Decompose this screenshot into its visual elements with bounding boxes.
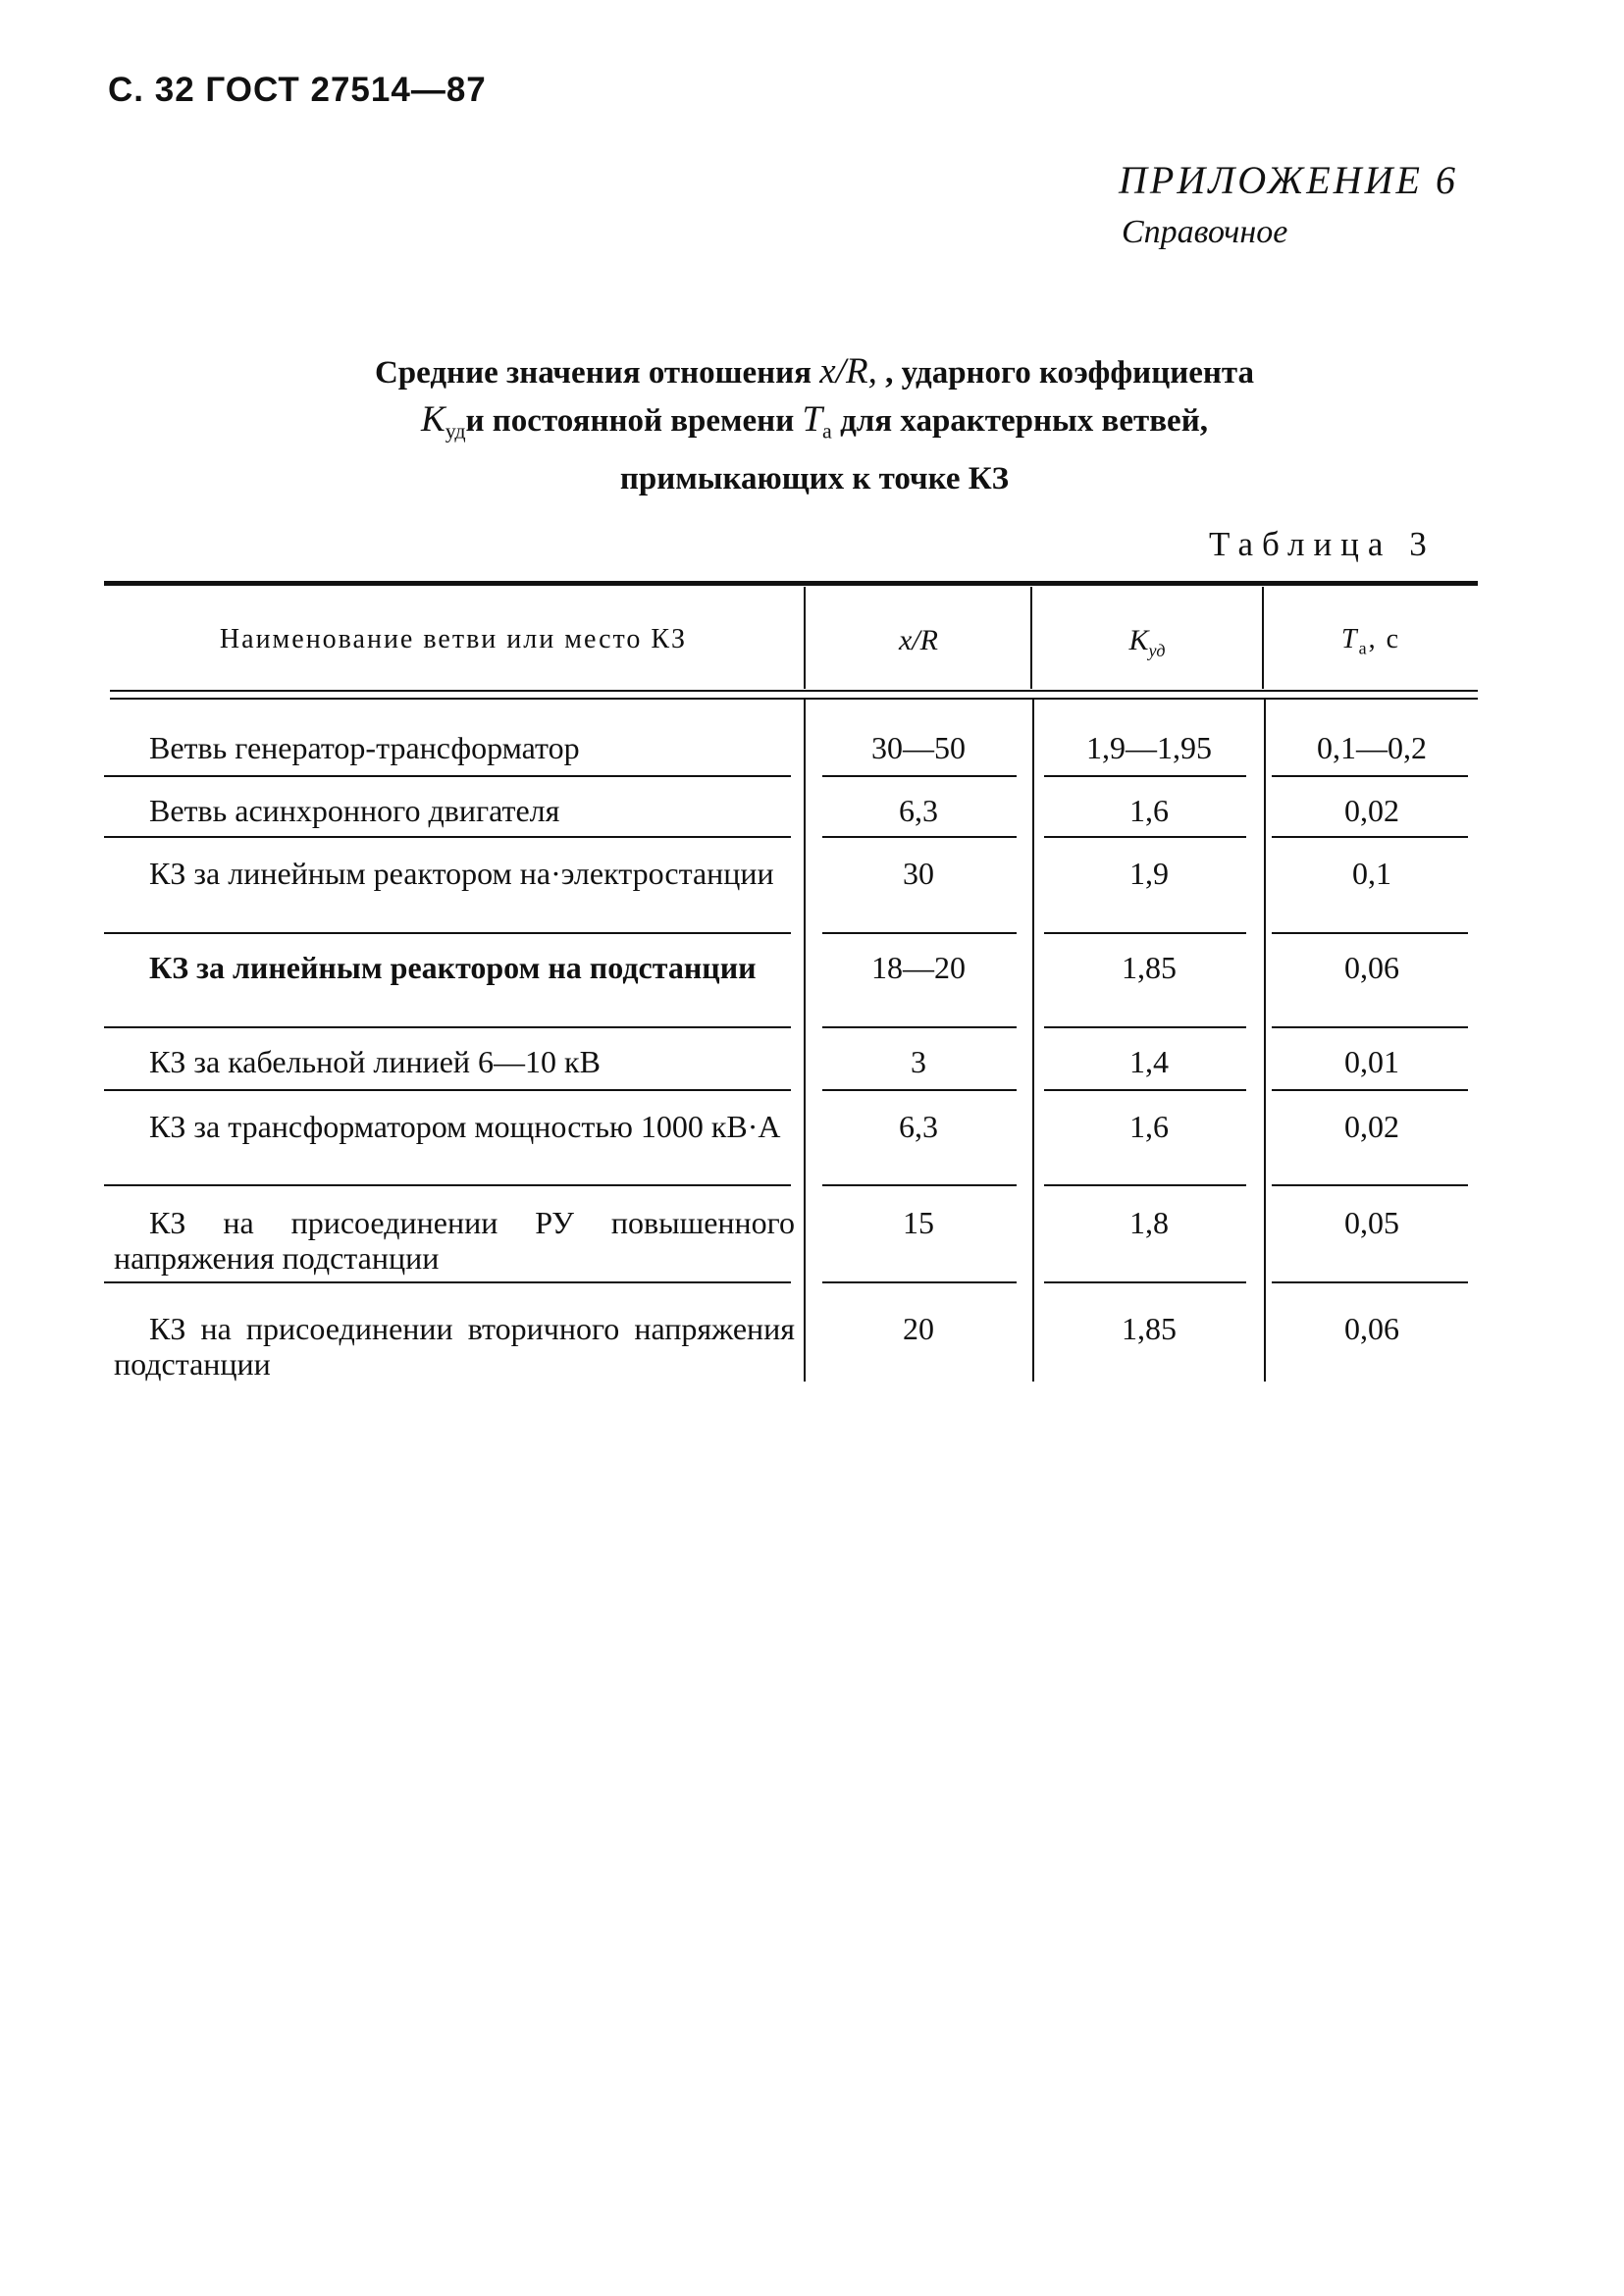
- row-name: КЗ за линейным реактором на подстанции: [149, 950, 757, 985]
- row-xr: 3: [911, 1044, 926, 1079]
- row-xr: 18—20: [871, 950, 966, 985]
- title-line-1: Средние значения отношения x/R, , ударного коэффициента: [374, 351, 1255, 391]
- row-t: 0,06: [1344, 950, 1399, 985]
- appendix-status: Справочное: [1122, 214, 1288, 250]
- k-symbol: K: [421, 399, 445, 440]
- row-xr: 6,3: [899, 1109, 938, 1144]
- row-t: 0,1—0,2: [1317, 730, 1427, 765]
- header-xr: x/R: [899, 624, 938, 656]
- row-k: 1,85: [1122, 950, 1177, 985]
- row-name: КЗ на присоединении вторичного напряжения подстанции: [114, 1311, 795, 1382]
- row-k: 1,9: [1129, 856, 1169, 891]
- row-t: 0,02: [1344, 793, 1399, 828]
- appendix-label: ПРИЛОЖЕНИЕ 6: [1119, 158, 1458, 202]
- row-name: Ветвь генератор-трансформатор: [149, 730, 580, 765]
- row-name: Ветвь асинхронного двигателя: [149, 793, 560, 828]
- header-bottom-rule: [110, 690, 1478, 692]
- row-xr: 6,3: [899, 793, 938, 828]
- t-symbol: T: [802, 399, 823, 440]
- page-header: С. 32 ГОСТ 27514—87: [108, 71, 487, 109]
- row-t: 0,01: [1344, 1044, 1399, 1079]
- title-line-2: $K_{уд}и$ постоянной времени $T_а$ для характерных ветвей,: [421, 399, 1208, 444]
- row-k: 1,6: [1129, 793, 1169, 828]
- row-t: 0,02: [1344, 1109, 1399, 1144]
- header-k: $K_{уд}$: [1128, 624, 1166, 660]
- row-name: КЗ за трансформатором мощностью 1000 кВ·А: [149, 1109, 781, 1144]
- row-k: 1,85: [1122, 1311, 1177, 1346]
- row-xr: 20: [903, 1311, 934, 1346]
- header-name: Наименование ветви или место КЗ: [219, 624, 688, 654]
- table-title: [177, 348, 1452, 502]
- row-xr: 30: [903, 856, 934, 891]
- row-xr: 15: [903, 1205, 934, 1240]
- table-top-rule: [104, 581, 1478, 586]
- table-number-label: Таблица 3: [1209, 525, 1436, 563]
- row-k: 1,8: [1129, 1205, 1169, 1240]
- header-t: $T_а$, с: [1340, 624, 1400, 658]
- row-t: 0,05: [1344, 1205, 1399, 1240]
- row-name: КЗ за кабельной линией 6—10 кВ: [149, 1044, 601, 1079]
- xr-symbol: x/R,: [819, 351, 877, 391]
- row-t: 0,1: [1352, 856, 1391, 891]
- row-k: 1,4: [1129, 1044, 1169, 1079]
- row-name: КЗ на присоединении РУ повышенного напряжения подстанции: [114, 1205, 795, 1276]
- row-k: 1,6: [1129, 1109, 1169, 1144]
- row-k: 1,9—1,95: [1086, 730, 1212, 765]
- row-xr: 30—50: [871, 730, 966, 765]
- row-t: 0,06: [1344, 1311, 1399, 1346]
- title-line-3: примыкающих к точке КЗ: [619, 460, 1010, 496]
- row-name: КЗ за линейным реактором на·электростанции: [149, 856, 774, 891]
